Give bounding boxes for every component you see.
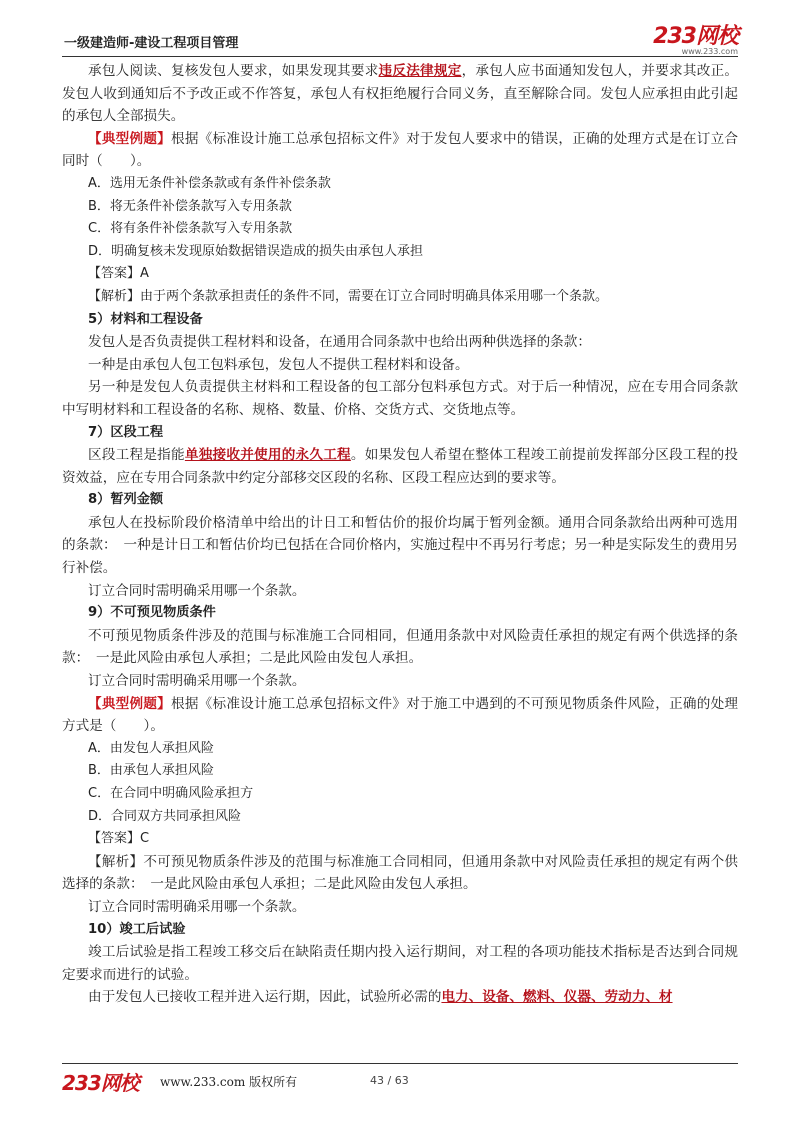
- paragraph-requirements-review: 承包人阅读、复核发包人要求，如果发现其要求违反法律规定，承包人应书面通知发包人，并要求其改正。发包人收到通知后不予改正或不作答复，承包人有权拒绝履行合同义务，直至解除合同。发包人应承担由此引起的承包人全部损失。: [62, 63, 739, 125]
- section-heading-5: 5）材料和工程设备: [88, 311, 203, 327]
- section-heading-8: 8）暂列金额: [88, 492, 164, 508]
- section-heading-9: 9）不可预见物质条件: [88, 605, 216, 621]
- highlight-text: 单独接收并使用的永久工程: [184, 447, 351, 464]
- paragraph: 区段工程是指能单独接收并使用的永久工程。如果发包人希望在整体工程竣工前提前发挥部分区段工程的投资效益，应在专用合同条款中约定分部移交区段的名称、区段工程应达到的要求等。: [62, 447, 739, 486]
- page-header: [62, 24, 738, 56]
- paragraph: 一种是由承包人包工包料承包，发包人不提供工程材料和设备。: [88, 356, 469, 373]
- highlight-text: 电力、设备、燃料、仪器、劳动力、材: [441, 989, 673, 1006]
- logo-text: 233网校: [653, 24, 738, 49]
- option-a: A．选用无条件补偿条款或有条件补偿条款: [88, 175, 331, 191]
- paragraph: 承包人在投标阶段价格清单中给出的计日工和暂估价的报价均属于暂列金额。通用合同条款给出两种可选用的条款： 一种是计日工和暂估价均已包括在合同价格内，实施过程中不再另行考虑；另一种是实际发生的费用另行补偿。: [62, 514, 738, 577]
- page-content: [62, 60, 738, 1009]
- footer-copyright: www.233.com 版权所有: [160, 1075, 298, 1089]
- explanation: 【解析】由于两个条款承担责任的条件不同，需要在订立合同时明确具体采用哪一个条款。: [88, 288, 609, 304]
- option-d: D．明确复核未发现原始数据错误造成的损失由承包人承担: [88, 243, 424, 259]
- example-question-2: 【典型例题】根据《标准设计施工总承包招标文件》对于施工中遇到的不可预见物质条件风险，正确的处理方式是（ ）。: [62, 695, 739, 735]
- option-c: C．在合同中明确风险承担方: [88, 786, 254, 801]
- footer-logo: 233网校: [62, 1071, 139, 1095]
- example-question-1: 【典型例题】根据《标准设计施工总承包招标文件》对于发包人要求中的错误，正确的处理方式是在订立合同时（ ）。: [62, 130, 739, 170]
- section-heading-10: 10）竣工后试验: [88, 921, 186, 937]
- paragraph: 竣工后试验是指工程竣工移交后在缺陷责任期内投入运行期间，对工程的各项功能技术指标是否达到合同规定要求而进行的试验。: [62, 944, 738, 983]
- explanation: 【解析】不可预见物质条件涉及的范围与标准施工合同相同，但通用条款中对风险责任承担的规定有两个供选择的条款： 一是此风险由承包人承担；二是此风险由发包人承担。: [62, 853, 738, 893]
- option-b: B．将无条件补偿条款写入专用条款: [88, 198, 292, 214]
- paragraph: 不可预见物质条件涉及的范围与标准施工合同相同，但通用条款中对风险责任承担的规定有两个供选择的条款： 一是此风险由承包人承担；二是此风险由发包人承担。: [62, 627, 738, 667]
- answer: 【答案】A: [88, 266, 149, 282]
- paragraph: 订立合同时需明确采用哪一个条款。: [88, 898, 306, 915]
- highlight-text: 违反法律规定: [378, 63, 462, 79]
- paragraph: 由于发包人已接收工程并进入运行期，因此，试验所必需的电力、设备、燃料、仪器、劳动力、材: [88, 989, 673, 1006]
- paragraph: 订立合同时需明确采用哪一个条款。: [88, 673, 306, 690]
- option-a: A．由发包人承担风险: [88, 740, 214, 756]
- paragraph: 订立合同时需明确采用哪一个条款。: [88, 582, 306, 599]
- example-tag: 【典型例题】: [88, 695, 172, 712]
- option-d: D．合同双方共同承担风险: [88, 808, 242, 824]
- brand-logo: [653, 26, 738, 56]
- section-heading-7: 7）区段工程: [88, 424, 164, 440]
- example-tag: 【典型例题】: [88, 130, 172, 147]
- option-c: C．将有条件补偿条款写入专用条款: [88, 221, 293, 237]
- paragraph: 另一种是发包人负责提供主材料和工程设备的包工部分包料承包方式。对于后一种情况，应在专用合同条款中写明材料和工程设备的名称、规格、数量、价格、交货方式、交货地点等。: [62, 379, 738, 418]
- paragraph: 发包人是否负责提供工程材料和设备，在通用合同条款中也给出两种供选择的条款：: [88, 334, 591, 351]
- logo-url: www.233.com: [681, 47, 738, 56]
- page-number: 43 / 63: [370, 1074, 409, 1087]
- answer: 【答案】C: [88, 831, 150, 847]
- document-title: 一级建造师-建设工程项目管理: [64, 36, 239, 51]
- option-b: B．由承包人承担风险: [88, 763, 214, 779]
- footer-divider: [62, 1063, 738, 1064]
- header-divider: [62, 56, 738, 57]
